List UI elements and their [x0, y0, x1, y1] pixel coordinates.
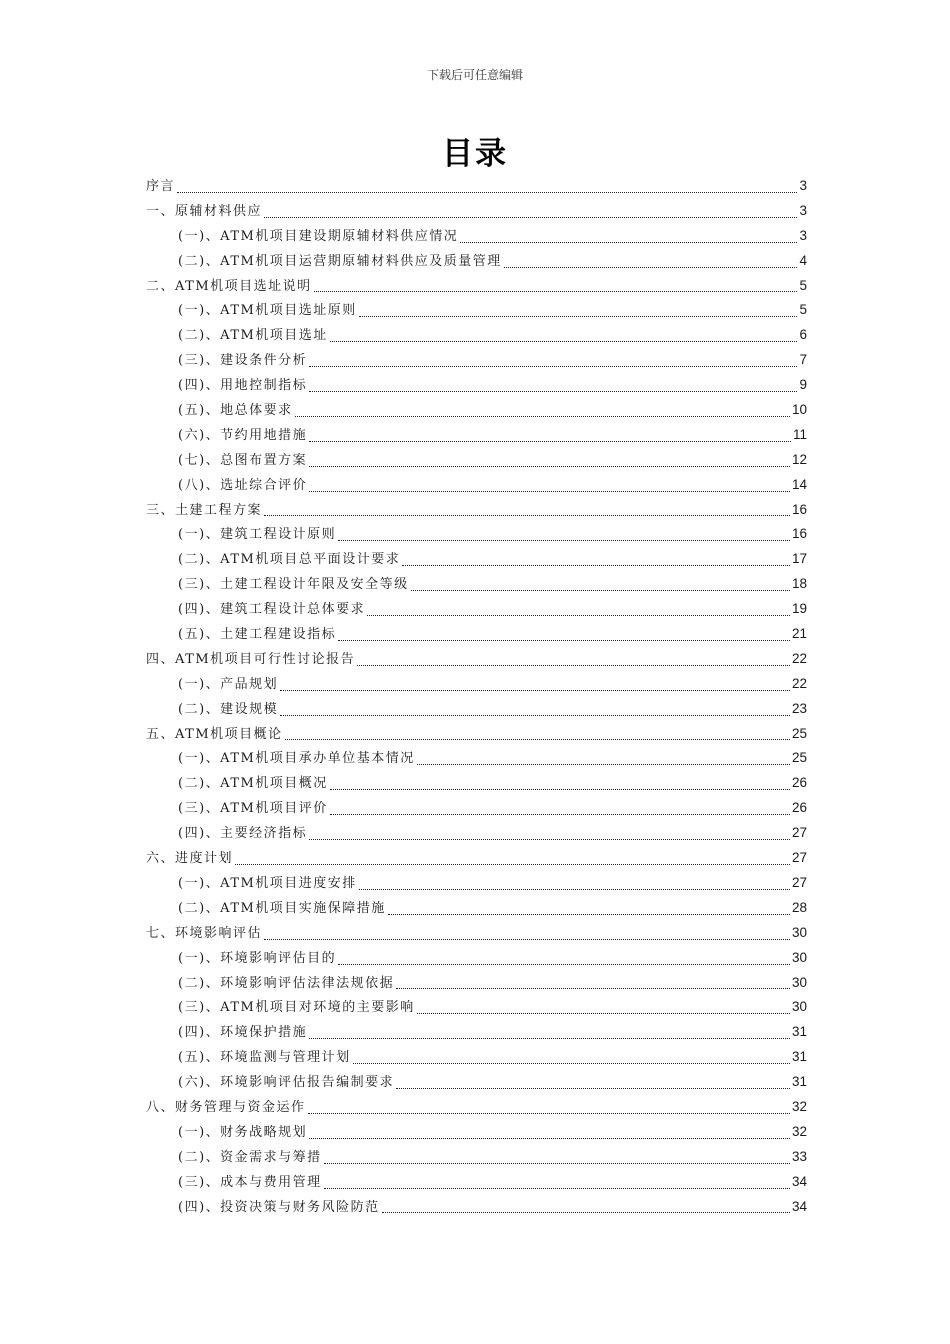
toc-entry-label: (一)、建筑工程设计原则 — [178, 527, 337, 543]
toc-dot-leader — [359, 889, 790, 890]
toc-page-number: 30 — [791, 949, 807, 965]
toc-chapter-entry[interactable] — [146, 175, 807, 200]
toc-chapter-entry[interactable] — [146, 847, 807, 872]
toc-dot-leader — [309, 466, 790, 467]
table-of-contents — [146, 175, 807, 1220]
toc-entry-label: (三)、ATM机项目对环境的主要影响 — [178, 1000, 415, 1016]
toc-page-number: 25 — [791, 725, 807, 741]
toc-entry-label: 一、原辅材料供应 — [146, 203, 263, 219]
toc-entry-label: (七)、总图布置方案 — [178, 452, 308, 468]
toc-entry-label: (四)、用地控制指标 — [178, 378, 308, 394]
toc-dot-leader — [367, 615, 790, 616]
toc-page-number: 30 — [791, 999, 807, 1015]
toc-section-entry[interactable] — [146, 947, 807, 972]
toc-section-entry[interactable] — [146, 797, 807, 822]
toc-entry-label: (一)、ATM机项目选址原则 — [178, 303, 357, 319]
toc-dot-leader — [285, 739, 790, 740]
toc-section-entry[interactable] — [146, 548, 807, 573]
toc-page-number: 28 — [791, 899, 807, 915]
toc-page-number: 11 — [792, 426, 807, 442]
toc-dot-leader — [309, 1138, 790, 1139]
toc-page-number: 27 — [791, 850, 807, 866]
toc-dot-leader — [309, 366, 797, 367]
toc-entry-label: 四、ATM机项目可行性讨论报告 — [146, 651, 356, 667]
toc-entry-label: 五、ATM机项目概论 — [146, 726, 283, 742]
toc-entry-label: (四)、环境保护措施 — [178, 1025, 308, 1041]
toc-page-number: 34 — [791, 1198, 807, 1214]
toc-entry-label: (一)、环境影响评估目的 — [178, 950, 337, 966]
toc-page-number: 34 — [791, 1173, 807, 1189]
toc-entry-label: (八)、选址综合评价 — [178, 477, 308, 493]
toc-dot-leader — [402, 565, 790, 566]
toc-section-entry[interactable] — [146, 1046, 807, 1071]
toc-dot-leader — [264, 217, 797, 218]
toc-page-number: 26 — [791, 800, 807, 816]
toc-section-entry[interactable] — [146, 1146, 807, 1171]
toc-dot-leader — [417, 764, 790, 765]
toc-page-number: 5 — [799, 277, 807, 293]
toc-dot-leader — [330, 789, 790, 790]
toc-entry-label: (二)、ATM机项目总平面设计要求 — [178, 552, 401, 568]
toc-dot-leader — [357, 665, 790, 666]
toc-section-entry[interactable] — [146, 299, 807, 324]
toc-entry-label: (五)、环境监测与管理计划 — [178, 1050, 351, 1066]
toc-page-number: 18 — [791, 576, 807, 592]
toc-page-number: 33 — [791, 1148, 807, 1164]
toc-section-entry[interactable] — [146, 424, 807, 449]
toc-entry-label: (二)、资金需求与筹措 — [178, 1149, 322, 1165]
toc-dot-leader — [309, 491, 790, 492]
toc-entry-label: (六)、节约用地措施 — [178, 427, 308, 443]
toc-dot-leader — [264, 515, 790, 516]
toc-dot-leader — [396, 1088, 790, 1089]
toc-section-entry[interactable] — [146, 822, 807, 847]
toc-section-entry[interactable] — [146, 374, 807, 399]
toc-page-number: 14 — [791, 476, 807, 492]
toc-page-number: 17 — [791, 551, 807, 567]
page-title: 目录 — [442, 136, 508, 172]
toc-entry-label: 八、财务管理与资金运作 — [146, 1099, 306, 1115]
toc-section-entry[interactable] — [146, 698, 807, 723]
toc-dot-leader — [382, 1212, 790, 1213]
toc-page-number: 21 — [791, 626, 807, 642]
toc-page-number: 26 — [791, 775, 807, 791]
toc-entry-label: (二)、建设规模 — [178, 701, 279, 717]
toc-entry-label: (六)、环境影响评估报告编制要求 — [178, 1075, 395, 1091]
toc-dot-leader — [338, 640, 790, 641]
toc-page-number: 30 — [791, 974, 807, 990]
toc-entry-label: (四)、投资决策与财务风险防范 — [178, 1199, 380, 1215]
toc-page-number: 27 — [791, 825, 807, 841]
toc-chapter-entry[interactable] — [146, 723, 807, 748]
toc-entry-label: 七、环境影响评估 — [146, 925, 263, 941]
toc-chapter-entry[interactable] — [146, 499, 807, 524]
toc-section-entry[interactable] — [146, 673, 807, 698]
toc-entry-label: (二)、ATM机项目实施保障措施 — [178, 900, 386, 916]
toc-page-number: 19 — [791, 601, 807, 617]
toc-entry-label: (一)、产品规划 — [178, 676, 279, 692]
toc-entry-label: (四)、建筑工程设计总体要求 — [178, 602, 366, 618]
toc-entry-label: (五)、土建工程建设指标 — [178, 627, 337, 643]
toc-dot-leader — [309, 441, 791, 442]
toc-dot-leader — [177, 192, 797, 193]
toc-entry-label: 二、ATM机项目选址说明 — [146, 278, 312, 294]
toc-page-number: 25 — [791, 750, 807, 766]
toc-dot-leader — [353, 1063, 790, 1064]
toc-section-entry[interactable] — [146, 1196, 807, 1221]
toc-dot-leader — [309, 1038, 790, 1039]
toc-page-number: 31 — [791, 1024, 807, 1040]
toc-section-entry[interactable] — [146, 772, 807, 797]
toc-chapter-entry[interactable] — [146, 648, 807, 673]
toc-dot-leader — [330, 341, 798, 342]
toc-section-entry[interactable] — [146, 598, 807, 623]
toc-dot-leader — [460, 242, 797, 243]
toc-dot-leader — [324, 1163, 790, 1164]
toc-page-number: 7 — [799, 352, 807, 368]
toc-page-number: 31 — [791, 1074, 807, 1090]
toc-page-number: 3 — [799, 202, 807, 218]
toc-entry-label: 六、进度计划 — [146, 851, 234, 867]
toc-entry-label: (五)、地总体要求 — [178, 403, 293, 419]
toc-dot-leader — [280, 690, 790, 691]
toc-entry-label: (一)、财务战略规划 — [178, 1124, 308, 1140]
toc-section-entry[interactable] — [146, 872, 807, 897]
toc-section-entry[interactable] — [146, 399, 807, 424]
toc-section-entry[interactable] — [146, 225, 807, 250]
toc-page-number: 23 — [791, 700, 807, 716]
toc-section-entry[interactable] — [146, 324, 807, 349]
toc-section-entry[interactable] — [146, 1121, 807, 1146]
toc-entry-label: (二)、ATM机项目运营期原辅材料供应及质量管理 — [178, 253, 502, 269]
toc-entry-label: (三)、ATM机项目评价 — [178, 801, 328, 817]
toc-section-entry[interactable] — [146, 1021, 807, 1046]
toc-entry-label: (四)、主要经济指标 — [178, 826, 308, 842]
toc-section-entry[interactable] — [146, 747, 807, 772]
toc-page-number: 16 — [791, 501, 807, 517]
toc-section-entry[interactable] — [146, 1171, 807, 1196]
toc-entry-label: 三、土建工程方案 — [146, 502, 263, 518]
toc-dot-leader — [338, 964, 790, 965]
toc-dot-leader — [411, 590, 790, 591]
toc-dot-leader — [417, 1013, 790, 1014]
toc-section-entry[interactable] — [146, 623, 807, 648]
toc-dot-leader — [330, 814, 790, 815]
toc-dot-leader — [359, 316, 798, 317]
toc-dot-leader — [396, 988, 790, 989]
toc-chapter-entry[interactable] — [146, 1096, 807, 1121]
toc-dot-leader — [295, 416, 790, 417]
toc-dot-leader — [338, 540, 790, 541]
toc-dot-leader — [309, 391, 797, 392]
toc-section-entry[interactable] — [146, 1071, 807, 1096]
toc-section-entry[interactable] — [146, 573, 807, 598]
toc-section-entry[interactable] — [146, 996, 807, 1021]
toc-entry-label: (二)、ATM机项目概况 — [178, 776, 328, 792]
toc-dot-leader — [264, 939, 790, 940]
toc-entry-label: (一)、ATM机项目进度安排 — [178, 875, 357, 891]
toc-entry-label: (一)、ATM机项目建设期原辅材料供应情况 — [178, 228, 459, 244]
toc-section-entry[interactable] — [146, 349, 807, 374]
toc-page-number: 6 — [799, 327, 807, 343]
toc-entry-label: (三)、土建工程设计年限及安全等级 — [178, 577, 409, 593]
toc-entry-label: (三)、建设条件分析 — [178, 353, 308, 369]
toc-entry-label: (二)、环境影响评估法律法规依据 — [178, 975, 395, 991]
toc-section-entry[interactable] — [146, 474, 807, 499]
toc-section-entry[interactable] — [146, 897, 807, 922]
toc-dot-leader — [308, 1113, 790, 1114]
toc-page-number: 32 — [791, 1123, 807, 1139]
toc-page-number: 10 — [791, 402, 807, 418]
toc-section-entry[interactable] — [146, 972, 807, 997]
toc-page-number: 12 — [791, 451, 807, 467]
toc-dot-leader — [314, 291, 798, 292]
toc-entry-label: (三)、成本与费用管理 — [178, 1174, 322, 1190]
toc-page-number: 31 — [791, 1049, 807, 1065]
toc-dot-leader — [309, 839, 790, 840]
toc-entry-label: 序言 — [146, 179, 176, 194]
toc-page-number: 30 — [791, 924, 807, 940]
toc-dot-leader — [235, 864, 790, 865]
toc-section-entry[interactable] — [146, 449, 807, 474]
toc-page-number: 27 — [791, 874, 807, 890]
toc-entry-label: (二)、ATM机项目选址 — [178, 328, 328, 344]
toc-chapter-entry[interactable] — [146, 200, 807, 225]
toc-chapter-entry[interactable] — [146, 922, 807, 947]
toc-page-number: 16 — [791, 526, 807, 542]
toc-page-number: 22 — [791, 650, 807, 666]
page-header: 下载后可任意编辑 — [426, 68, 523, 82]
toc-entry-label: (一)、ATM机项目承办单位基本情况 — [178, 751, 415, 767]
toc-dot-leader — [280, 715, 790, 716]
toc-page-number: 32 — [791, 1098, 807, 1114]
toc-chapter-entry[interactable] — [146, 275, 807, 300]
toc-page-number: 9 — [799, 377, 807, 393]
toc-dot-leader — [388, 914, 790, 915]
toc-section-entry[interactable] — [146, 523, 807, 548]
toc-page-number: 3 — [799, 227, 807, 243]
toc-page-number: 5 — [799, 302, 807, 318]
toc-dot-leader — [324, 1188, 790, 1189]
toc-page-number: 4 — [799, 252, 807, 268]
toc-section-entry[interactable] — [146, 250, 807, 275]
toc-dot-leader — [504, 267, 798, 268]
toc-page-number: 3 — [799, 178, 807, 193]
toc-page-number: 22 — [791, 675, 807, 691]
